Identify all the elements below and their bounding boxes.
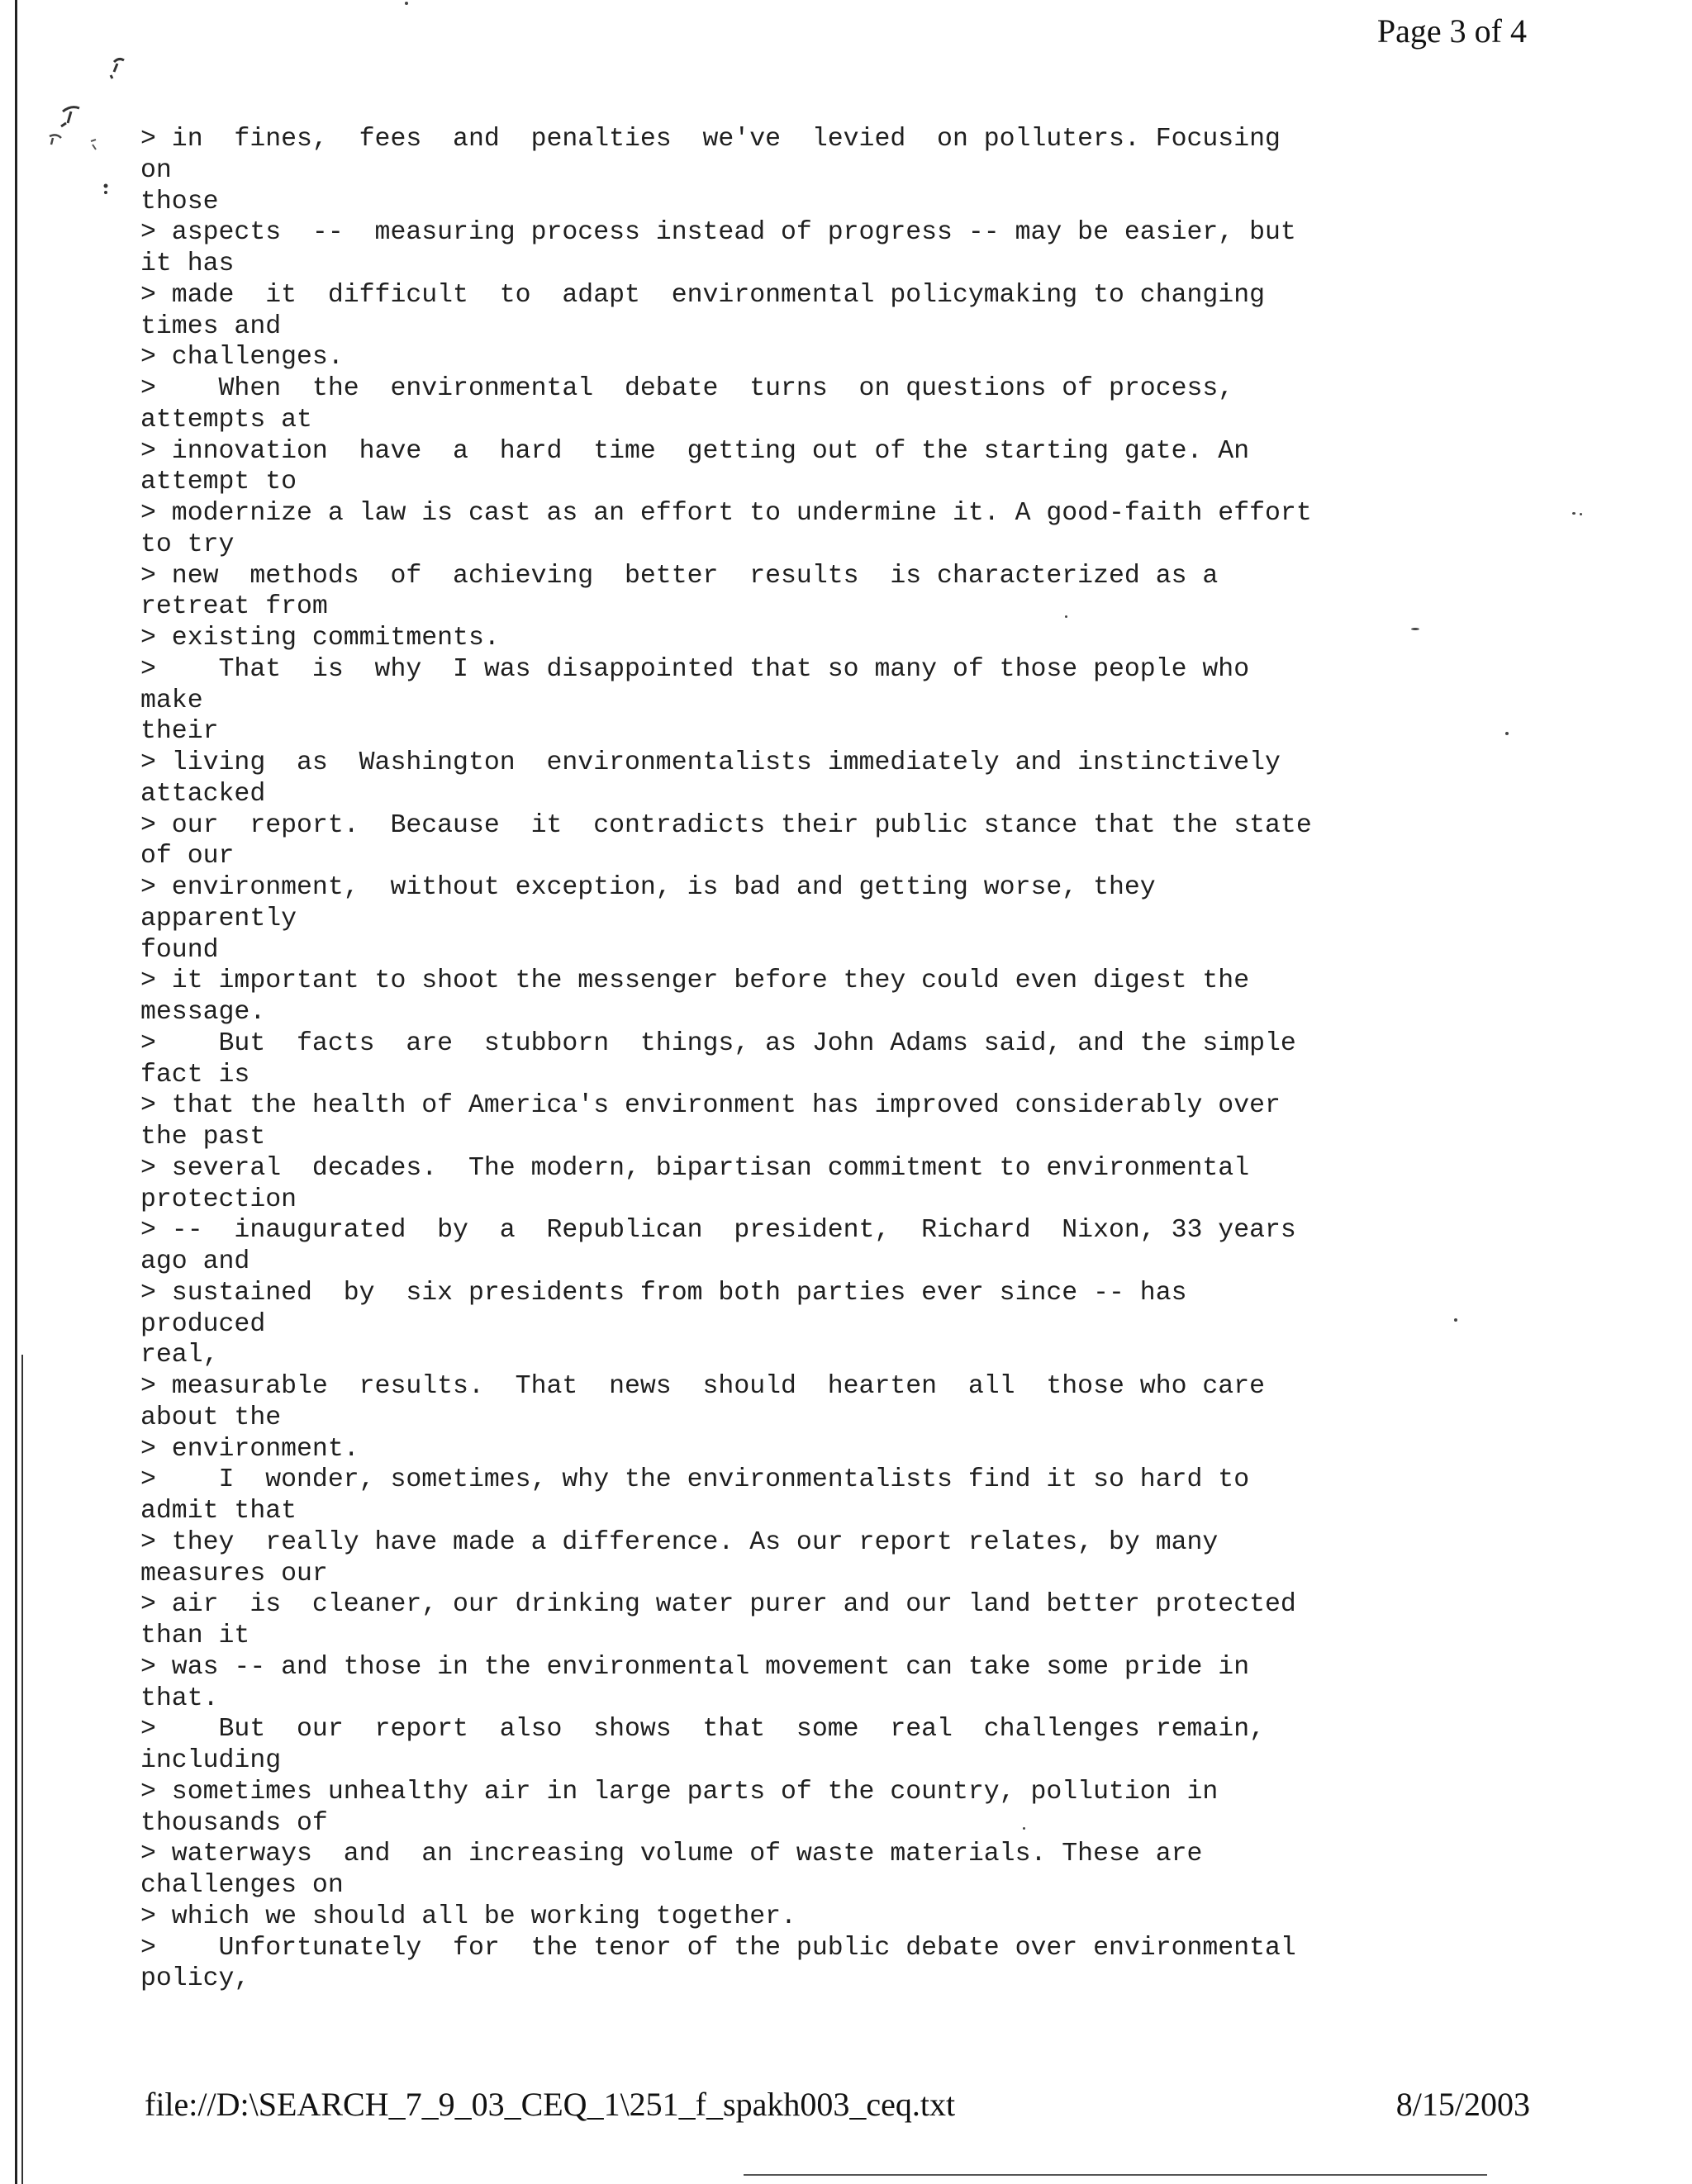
body-line: > was -- and those in the environmental movement can take some pride in xyxy=(140,1652,1250,1682)
scan-speck xyxy=(405,2,408,5)
scan-border-bottom xyxy=(744,2174,1487,2176)
body-line: > environment. xyxy=(140,1434,359,1464)
body-line: > air is cleaner, our drinking water purer and our land better protected xyxy=(140,1590,1296,1620)
body-line: > sustained by six presidents from both parties ever since -- has xyxy=(140,1278,1187,1308)
body-line: challenges on xyxy=(140,1871,344,1900)
body-line: attacked xyxy=(140,779,266,809)
body-line: > it important to shoot the messenger before they could even digest the xyxy=(140,966,1250,996)
body-line: measures our xyxy=(140,1559,328,1588)
body-line: the past xyxy=(140,1123,266,1151)
body-line: > But facts are stubborn things, as John Adams said, and the simple xyxy=(140,1028,1296,1058)
body-line: > When the environmental debate turns on questions of process, xyxy=(140,374,1234,403)
scan-speck xyxy=(1580,513,1582,515)
body-line: about the xyxy=(140,1403,282,1432)
body-line: retreat from xyxy=(140,592,328,622)
scan-speck xyxy=(1454,1318,1457,1322)
body-line: > I wonder, sometimes, why the environmentalists find it so hard to xyxy=(140,1465,1250,1495)
body-line: admit that xyxy=(140,1497,297,1526)
body-line: > measurable results. That news should hearten all those who care xyxy=(140,1372,1266,1401)
body-line: > that the health of America's environment has improved considerably over xyxy=(140,1091,1281,1121)
body-line: > which we should all be working together. xyxy=(140,1902,796,1931)
body-line: times and xyxy=(140,311,282,341)
body-line: message. xyxy=(140,998,266,1027)
body-line: > That is why I was disappointed that so many of those people who xyxy=(140,654,1250,684)
body-line: > living as Washington environmentalists immediately and instinctively xyxy=(140,748,1281,777)
scan-speck xyxy=(1505,732,1509,735)
page-number-header: Page 3 of 4 xyxy=(1376,12,1527,50)
body-line: > modernize a law is cast as an effort to undermine it. A good-faith effort xyxy=(140,499,1312,528)
body-line: ago and xyxy=(140,1247,250,1276)
body-line: > in fines, fees and penalties we've levied on polluters. Focusing xyxy=(140,125,1281,154)
body-line: policy, xyxy=(140,1964,250,1994)
body-line: > they really have made a difference. As our report relates, by many xyxy=(140,1527,1219,1557)
body-line: thousands of xyxy=(140,1808,328,1838)
body-line: including xyxy=(140,1746,282,1775)
body-line: > existing commitments. xyxy=(140,624,500,653)
body-line: > several decades. The modern, bipartisan commitment to environmental xyxy=(140,1153,1250,1183)
footer-date: 8/15/2003 xyxy=(1395,2086,1530,2123)
body-line: > Unfortunately for the tenor of the public debate over environmental xyxy=(140,1933,1296,1963)
footer-file-path: file://D:\SEARCH_7_9_03_CEQ_1\251_f_spakh003_ceq.txt xyxy=(145,2086,956,2123)
email-body-text xyxy=(140,124,1429,1995)
body-line: real, xyxy=(140,1341,219,1370)
body-line: > aspects -- measuring process instead of progress -- may be easier, but xyxy=(140,218,1296,248)
body-line: their xyxy=(140,717,219,747)
scan-speck xyxy=(1572,512,1576,515)
body-line: those xyxy=(140,187,219,216)
body-line: found xyxy=(140,935,219,965)
body-line: > waterways and an increasing volume of waste materials. These are xyxy=(140,1840,1203,1869)
body-line: attempts at xyxy=(140,405,312,434)
body-line: apparently xyxy=(140,904,297,933)
body-line: than it xyxy=(140,1621,250,1650)
body-line: > new methods of achieving better results is characterized as a xyxy=(140,561,1219,591)
body-line: > sometimes unhealthy air in large parts of the country, pollution in xyxy=(140,1777,1219,1807)
body-line: protection xyxy=(140,1185,297,1214)
body-line: > challenges. xyxy=(140,343,344,373)
body-line: > -- inaugurated by a Republican president, Richard Nixon, 33 years xyxy=(140,1216,1296,1246)
body-line: it has xyxy=(140,249,235,278)
body-line: fact is xyxy=(140,1060,250,1090)
scan-artifact-marks xyxy=(41,45,149,211)
body-line: of our xyxy=(140,842,235,871)
body-line: that. xyxy=(140,1683,219,1713)
body-line: > our report. Because it contradicts their public stance that the state xyxy=(140,810,1312,840)
body-line: to try xyxy=(140,529,235,559)
body-line: > environment, without exception, is bad and getting worse, they xyxy=(140,873,1156,902)
body-line: > innovation have a hard time getting out of the starting gate. An xyxy=(140,436,1250,466)
body-line: make xyxy=(140,686,203,715)
scan-border-left-inner xyxy=(21,1355,23,2184)
body-line: produced xyxy=(140,1309,266,1339)
body-line: > But our report also shows that some real challenges remain, xyxy=(140,1715,1266,1745)
body-line: on xyxy=(140,155,172,185)
body-line: > made it difficult to adapt environmental policymaking to changing xyxy=(140,280,1266,310)
body-line: attempt to xyxy=(140,468,297,497)
scan-border-left xyxy=(15,0,17,2184)
